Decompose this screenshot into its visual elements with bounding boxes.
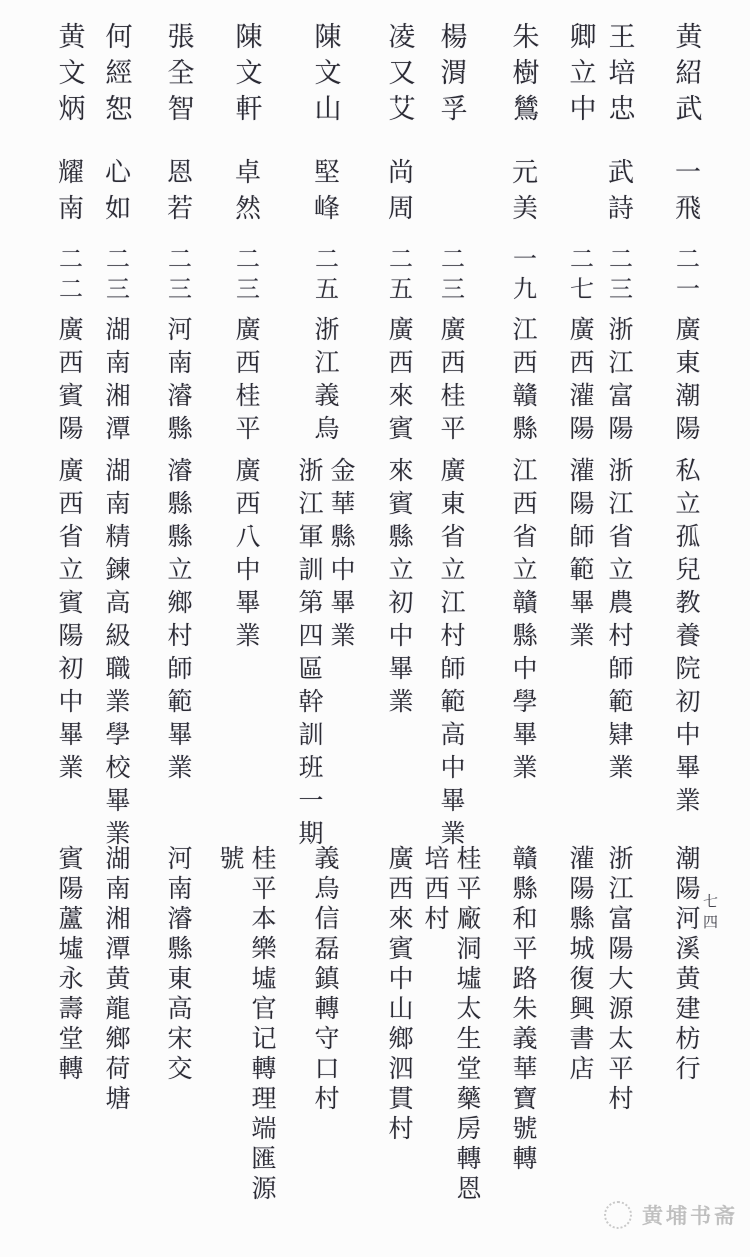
entry-name: 卿立中 — [564, 22, 596, 130]
entry-courtesy-name: 堅峰 — [309, 158, 340, 230]
entry-courtesy-name: 心如 — [100, 158, 131, 230]
entry-education-line2: 浙江軍訓第四區幹訓班一期 — [295, 457, 324, 853]
entry-courtesy-name: 卓然 — [230, 158, 261, 230]
entry-native-place: 廣西賓陽 — [55, 316, 84, 448]
entry-education: 來賓縣立初中畢業 — [385, 457, 414, 721]
entry-courtesy-name: 元美 — [507, 158, 538, 230]
entry-education: 金華縣中畢業 — [327, 457, 356, 655]
entry-name: 陳文山 — [309, 22, 341, 130]
entry-age: 二二 — [54, 246, 83, 306]
entry-address: 河南濬縣東高宋交 — [164, 845, 193, 1085]
entry-courtesy-name: 尚周 — [383, 158, 414, 230]
entry-native-place: 浙江富陽 — [605, 316, 634, 448]
registry-entry — [212, 0, 280, 1257]
entry-education: 廣西八中畢業 — [232, 457, 261, 655]
entry-education: 灌陽師範畢業 — [566, 457, 595, 655]
entry-name: 黄文炳 — [53, 22, 85, 130]
registry-entry — [365, 0, 433, 1257]
entry-address: 潮陽河溪黄建枋行 — [672, 845, 701, 1085]
entry-address: 浙江富陽大源太平村 — [605, 845, 634, 1115]
watermark — [604, 1200, 738, 1230]
entry-age: 二三 — [604, 246, 633, 306]
entry-name: 王培忠 — [603, 22, 635, 130]
entry-native-place: 廣西灌陽 — [566, 316, 595, 448]
entry-name: 朱樹鷥 — [507, 22, 539, 130]
entry-education: 湖南精鍊高級職業學校畢業 — [102, 457, 131, 853]
entry-name: 黄紹武 — [670, 22, 702, 130]
entry-name: 楊渭孚 — [435, 22, 467, 130]
entry-native-place: 廣東潮陽 — [672, 316, 701, 448]
entry-education: 濬縣縣立鄉村師範畢業 — [164, 457, 193, 787]
entry-address: 廣西來賓中山鄉泗貫村 — [385, 845, 414, 1145]
entry-native-place: 河南濬縣 — [164, 316, 193, 448]
entry-native-place: 浙江義烏 — [311, 316, 340, 448]
page-number: 七四 — [701, 893, 719, 935]
entry-age: 二三 — [436, 246, 465, 306]
watermark-text: 黄埔书斋 — [642, 1204, 738, 1228]
entry-education: 私立孤兒教養院初中畢業 — [672, 457, 701, 820]
entry-age: 二七 — [565, 246, 594, 306]
entry-age: 二一 — [671, 246, 700, 306]
registry-entry — [35, 0, 103, 1257]
entry-name: 何經恕 — [100, 22, 132, 130]
entry-age: 二三 — [231, 246, 260, 306]
entry-age: 一九 — [508, 246, 537, 306]
entry-name: 陳文軒 — [230, 22, 262, 130]
entry-education: 廣東省立江村師範高中畢業 — [437, 457, 466, 853]
watermark-logo-icon — [604, 1201, 632, 1229]
entry-address-line2: 培西村 — [421, 845, 450, 935]
entry-courtesy-name: 耀南 — [53, 158, 84, 230]
entry-address: 義烏信磊鎮轉守口村 — [311, 845, 340, 1115]
entry-address: 賓陽蘆墟永壽堂轉 — [55, 845, 84, 1085]
entry-courtesy-name: 一飛 — [670, 158, 701, 230]
entry-address: 灌陽縣城復興書店 — [566, 845, 595, 1085]
registry-entry — [144, 0, 212, 1257]
entry-address: 桂平本樂墟官记轉理端匯源 — [248, 845, 277, 1205]
entry-address: 湖南湘潭黄龍鄉荷塘 — [102, 845, 131, 1115]
registry-entry — [489, 0, 557, 1257]
entry-name: 凌又艾 — [383, 22, 415, 130]
entry-education: 浙江省立農村師範肄業 — [605, 457, 634, 787]
entry-native-place: 廣西桂平 — [232, 316, 261, 448]
registry-entry — [652, 0, 720, 1257]
entry-age: 二五 — [310, 246, 339, 306]
entry-native-place: 廣西桂平 — [437, 316, 466, 448]
entry-name: 張全智 — [162, 22, 194, 130]
entry-education: 廣西省立賓陽初中畢業 — [55, 457, 84, 787]
entry-education: 江西省立贛縣中學畢業 — [509, 457, 538, 787]
entry-address-line2: 號 — [216, 845, 245, 875]
entry-address: 贛縣和平路朱義華寶號轉 — [509, 845, 538, 1175]
entry-age: 二三 — [163, 246, 192, 306]
entry-age: 二五 — [384, 246, 413, 306]
entry-courtesy-name: 恩若 — [162, 158, 193, 230]
entry-native-place: 廣西來賓 — [385, 316, 414, 448]
entry-native-place: 湖南湘潭 — [102, 316, 131, 448]
entry-age: 二三 — [101, 246, 130, 306]
entry-courtesy-name: 武詩 — [603, 158, 634, 230]
entry-address: 桂平廠洞墟太生堂藥房轉恩 — [453, 845, 482, 1205]
registry-entry — [291, 0, 359, 1257]
entry-native-place: 江西贛縣 — [509, 316, 538, 448]
